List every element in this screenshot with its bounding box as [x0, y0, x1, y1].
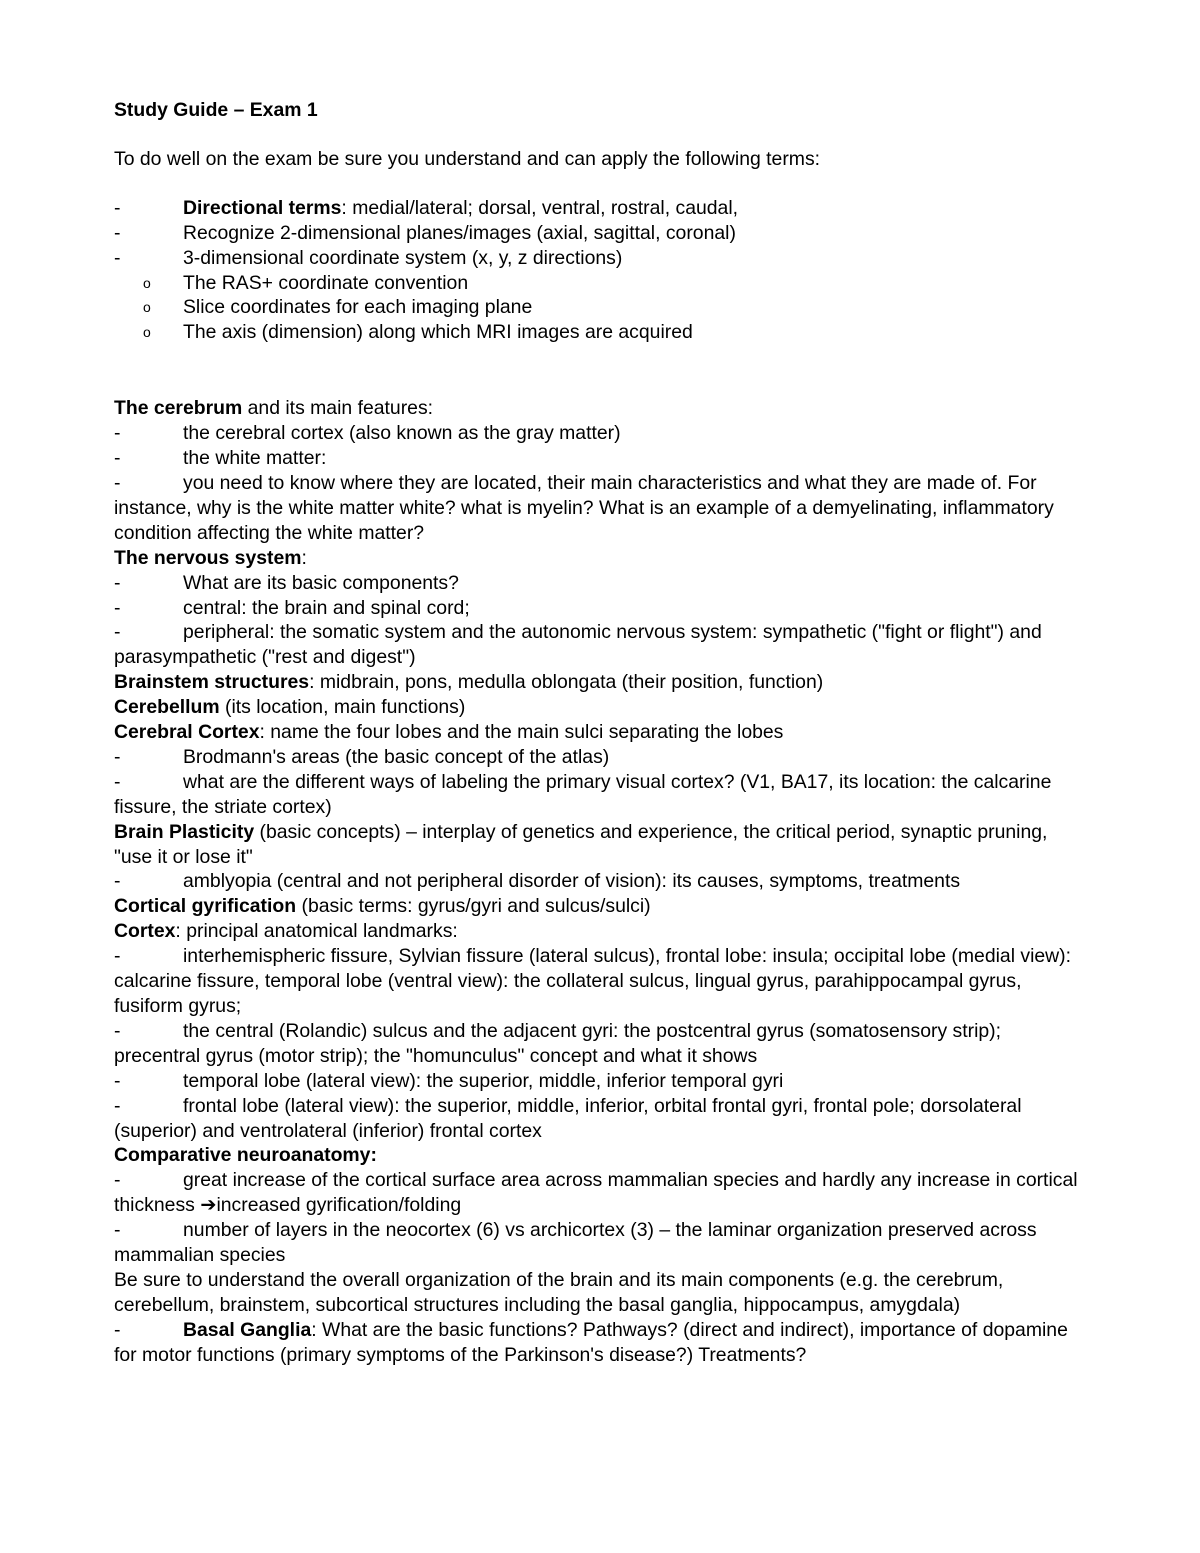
list-item-wrapped: [114, 1019, 1089, 1069]
heading-bold: Brain Plasticity: [114, 820, 255, 843]
spacer: [114, 345, 1089, 396]
dash-marker: -: [114, 1019, 121, 1042]
dash-marker: -: [114, 571, 121, 594]
list-item: [114, 421, 1089, 446]
item-text: Recognize 2-dimensional planes/images (axial, sagittal, coronal): [183, 221, 736, 244]
dash-marker: -: [114, 770, 121, 793]
item-text: peripheral: the somatic system and the autonomic nervous system: sympathetic ("fight or flight") and parasympathetic ("rest and digest"): [114, 621, 1042, 669]
item-heading: Basal Ganglia: [183, 1318, 312, 1341]
item-text: number of layers in the neocortex (6) vs archicortex (3) – the laminar organization preserved across mammalian species: [114, 1219, 1037, 1267]
item-text: Brodmann's areas (the basic concept of the atlas): [183, 745, 610, 768]
section-heading-comparative: [114, 1143, 1089, 1168]
document-page: [114, 98, 1089, 1368]
item-text: Slice coordinates for each imaging plane: [183, 296, 533, 319]
item-text: temporal lobe (lateral view): the superior, middle, inferior temporal gyri: [183, 1069, 784, 1092]
item-text: The RAS+ coordinate convention: [183, 271, 469, 294]
item-text: What are its basic components?: [183, 571, 459, 594]
list-item-wrapped: [114, 1318, 1089, 1368]
intro-text: To do well on the exam be sure you understand and can apply the following terms:: [114, 147, 821, 170]
dash-marker: -: [114, 196, 121, 219]
item-heading: Directional terms: [183, 196, 342, 219]
item-text: amblyopia (central and not peripheral disorder of vision): its causes, symptoms, treatments: [183, 870, 961, 893]
dash-marker: -: [114, 471, 121, 494]
heading-rest: and its main features:: [242, 397, 434, 420]
list-item: [114, 446, 1089, 471]
heading-rest: : name the four lobes and the main sulci separating the lobes: [259, 721, 784, 744]
heading-bold: Cerebral Cortex: [114, 721, 260, 744]
heading-rest: (basic terms: gyrus/gyri and sulcus/sulci): [296, 895, 651, 918]
list-item-wrapped: [114, 471, 1089, 546]
item-text: you need to know where they are located, their main characteristics and what they are made of. For instance, why is the white matter white? what is myelin? What is an example of a demyelinating, inflammatory condition affecting the white matter?: [114, 471, 1054, 544]
document-title: Study Guide – Exam 1: [114, 99, 318, 121]
item-text: frontal lobe (lateral view): the superior, middle, inferior, orbital frontal gyri, frontal pole; dorsolateral (superior) and ventrolateral (inferior) frontal cortex: [114, 1094, 1022, 1142]
heading-bold: Cerebellum: [114, 696, 220, 719]
dash-marker: -: [114, 945, 121, 968]
section-heading-cerebellum: [114, 695, 1089, 720]
dash-marker: -: [114, 422, 121, 445]
sub-list-item: [114, 320, 1089, 345]
dash-marker: -: [114, 596, 121, 619]
list-item: [114, 571, 1089, 596]
list-item-wrapped: [114, 620, 1089, 670]
item-text: : medial/lateral; dorsal, ventral, rostral, caudal,: [341, 196, 739, 219]
list-item: [114, 221, 1089, 246]
item-text: 3-dimensional coordinate system (x, y, z directions): [183, 246, 623, 269]
item-text: The axis (dimension) along which MRI images are acquired: [183, 321, 693, 344]
item-text: interhemispheric fissure, Sylvian fissure (lateral sulcus), frontal lobe: insula; occipital lobe (medial view): calcarine fissure, temporal lobe (ventral view): the collateral sulcus, lingual gyrus, parahippocampal gyrus, fusiform gyrus;: [114, 945, 1072, 1017]
list-item-wrapped: [114, 1168, 1089, 1218]
list-item: [114, 196, 1089, 221]
heading-rest: (its location, main functions): [219, 696, 466, 719]
item-text: great increase of the cortical surface area across mammalian species and hardly any increase in cortical thickness ➔increased gyrification/folding: [114, 1169, 1078, 1217]
list-item: [114, 246, 1089, 271]
section-heading-cerebral-cortex: [114, 720, 1089, 745]
item-text: the central (Rolandic) sulcus and the adjacent gyri: the postcentral gyrus (somatosensory strip); precentral gyrus (motor strip); the "homunculus" concept and what it shows: [114, 1019, 1002, 1067]
heading-bold: Cortex: [114, 920, 176, 943]
heading-bold: The cerebrum: [114, 397, 243, 420]
item-text: the cerebral cortex (also known as the gray matter): [183, 422, 621, 445]
dash-marker: -: [114, 870, 121, 893]
heading-bold: Comparative neuroanatomy:: [114, 1144, 377, 1167]
dash-marker: -: [114, 1318, 121, 1341]
dash-marker: -: [114, 1219, 121, 1242]
dash-marker: -: [114, 1094, 121, 1117]
heading-bold: The nervous system: [114, 546, 302, 569]
list-item-wrapped: [114, 1094, 1089, 1144]
dash-marker: -: [114, 621, 121, 644]
sub-list-item: [114, 295, 1089, 320]
item-text: : What are the basic functions? Pathways? (direct and indirect), importance of dopamine for motor functions (primary symptoms of the Parkinson's disease?) Treatments?: [114, 1318, 1068, 1366]
heading-rest: : principal anatomical landmarks:: [175, 920, 458, 943]
list-item: [114, 1069, 1089, 1094]
section-heading-cortex-landmarks: [114, 919, 1089, 944]
section-heading-nervous-system: [114, 546, 1089, 571]
list-item: [114, 596, 1089, 621]
circle-bullet-marker: o: [143, 324, 151, 341]
list-item-wrapped: [114, 944, 1089, 1019]
circle-bullet-marker: o: [143, 299, 151, 316]
section-heading-brain-plasticity: [114, 820, 1089, 870]
dash-marker: -: [114, 246, 121, 269]
item-text: what are the different ways of labeling the primary visual cortex? (V1, BA17, its location: the calcarine fissure, the striate cortex): [114, 770, 1052, 818]
dash-marker: -: [114, 221, 121, 244]
item-text: central: the brain and spinal cord;: [183, 596, 470, 619]
section-heading-brainstem: [114, 670, 1089, 695]
list-item-wrapped: [114, 1218, 1089, 1268]
section-heading-cerebrum: [114, 396, 1089, 421]
list-item: [114, 745, 1089, 770]
circle-bullet-marker: o: [143, 274, 151, 291]
overall-paragraph: Be sure to understand the overall organization of the brain and its main components (e.g. the cerebrum, cerebellum, brainstem, subcortical structures including the basal ganglia, hippocampus, amygdala): [114, 1268, 1004, 1316]
sub-list-item: [114, 271, 1089, 296]
section-heading-cortical-gyrification: [114, 894, 1089, 919]
heading-bold: Brainstem structures: [114, 671, 310, 694]
heading-bold: Cortical gyrification: [114, 895, 297, 918]
dash-marker: -: [114, 1169, 121, 1192]
dash-marker: -: [114, 1069, 121, 1092]
list-item-wrapped: [114, 770, 1089, 820]
heading-rest: :: [301, 546, 307, 569]
dash-marker: -: [114, 745, 121, 768]
dash-marker: -: [114, 447, 121, 470]
heading-rest: (basic concepts) – interplay of genetics and experience, the critical period, synaptic pruning, "use it or lose it": [114, 820, 1048, 868]
item-text: the white matter:: [183, 447, 327, 470]
list-item: [114, 869, 1089, 894]
heading-rest: : midbrain, pons, medulla oblongata (their position, function): [309, 671, 824, 694]
